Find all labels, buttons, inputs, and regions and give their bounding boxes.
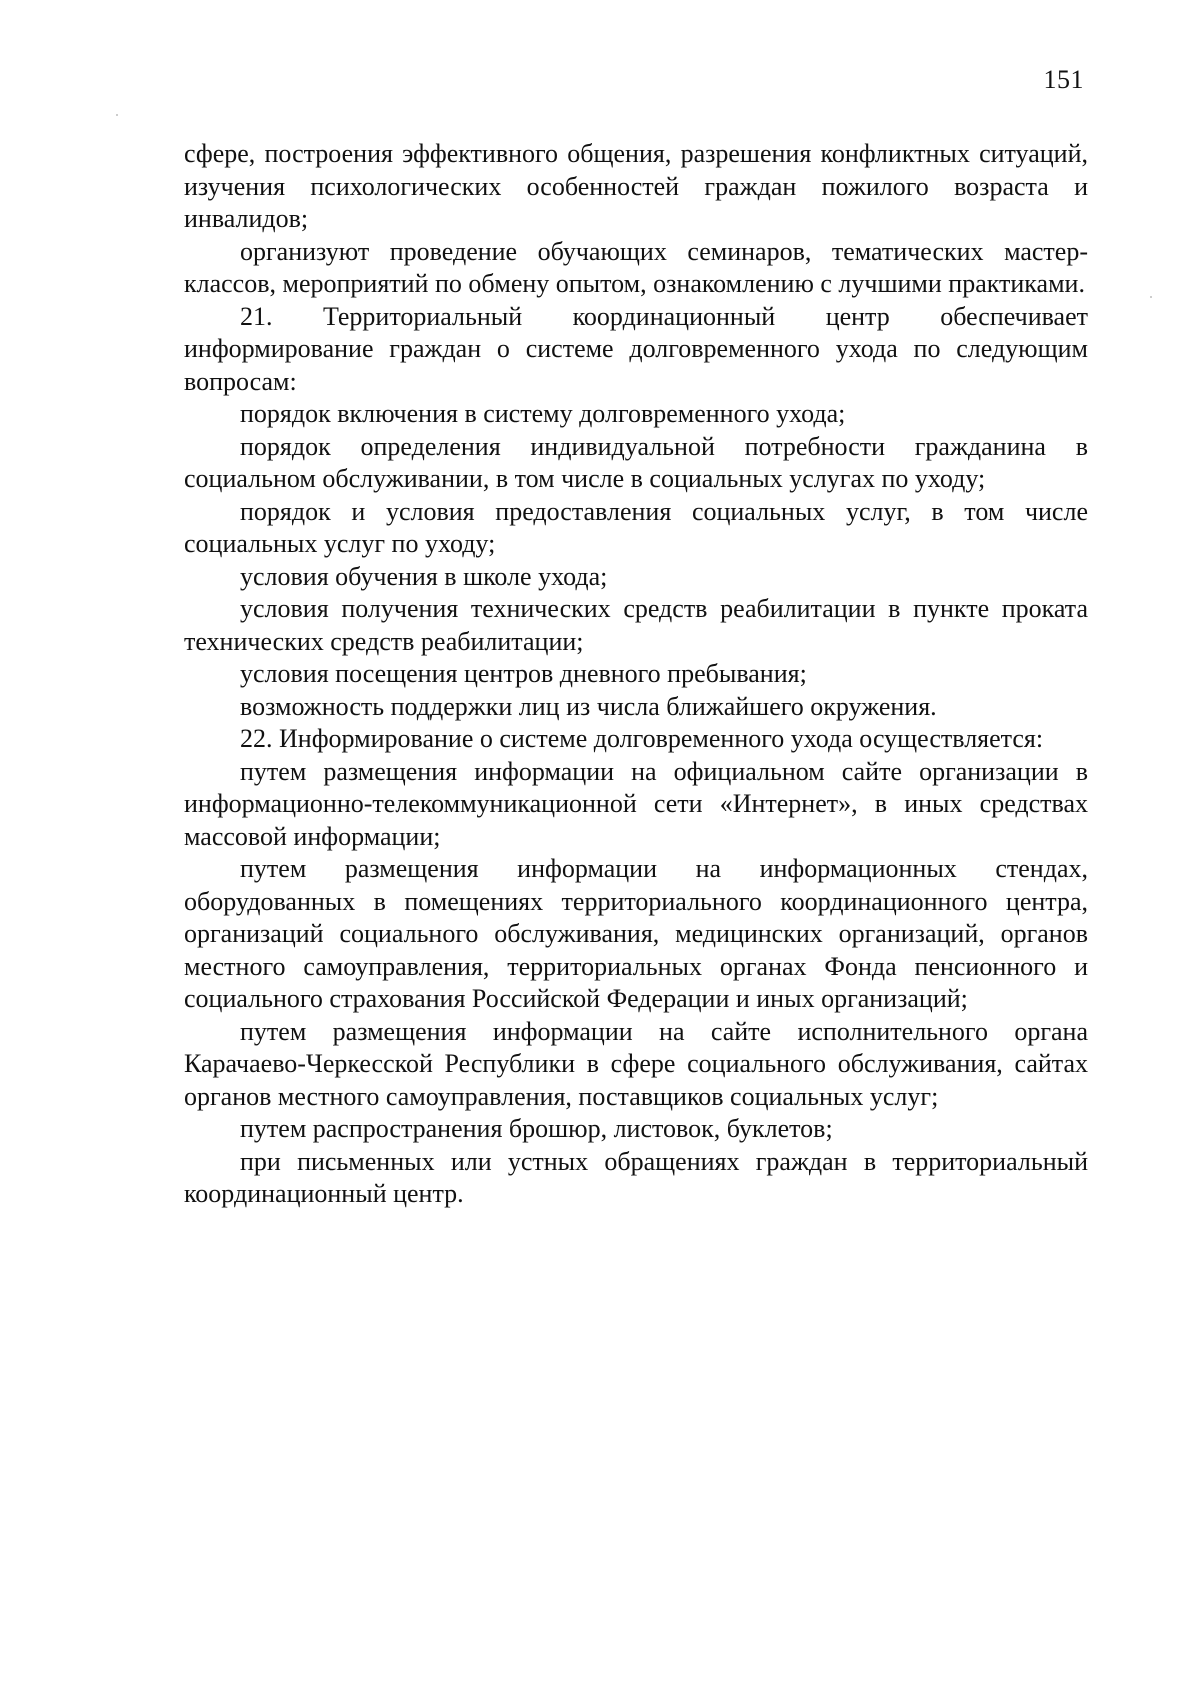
list-item-need-determination: порядок определения индивидуальной потребности гражданина в социальном обслуживании, в том числе в социальных услугах по уходу;	[184, 431, 1088, 493]
paragraph-continuation: сфере, построения эффективного общения, разрешения конфликтных ситуаций, изучения психологических особенностей граждан пожилого возраста и инвалидов;	[184, 139, 1088, 233]
document-body	[184, 138, 1088, 1211]
list-item-care-school: условия обучения в школе ухода;	[240, 561, 608, 591]
list-item-citizen-requests: при письменных или устных обращениях граждан в территориальный координационный центр.	[184, 1146, 1088, 1208]
list-item-official-website: путем размещения информации на официальном сайте организации в информационно-телекоммуникационной сети «Интернет», в иных средствах массовой информации;	[184, 756, 1088, 851]
paragraph-clause-22: 22. Информирование о системе долговременного ухода осуществляется:	[240, 724, 1044, 753]
list-item-executive-body-website: путем размещения информации на сайте исполнительного органа Карачаево-Черкесской Республики в сфере социального обслуживания, сайтах органов местного самоуправления, поставщиков социальных услуг;	[184, 1016, 1088, 1111]
list-item-day-centers: условия посещения центров дневного пребывания;	[240, 659, 807, 688]
list-item-brochures: путем распространения брошюр, листовок, буклетов;	[240, 1114, 833, 1143]
scan-speck	[116, 114, 118, 116]
scan-speck	[1150, 296, 1152, 298]
list-item-close-circle-support: возможность поддержки лиц из числа ближайшего окружения.	[240, 691, 937, 721]
list-item-inclusion-procedure: порядок включения в систему долговременного ухода;	[240, 399, 846, 428]
list-item-information-stands: путем размещения информации на информационных стендах, оборудованных в помещениях территориального координационного центра, организаций социального обслуживания, медицинских организаций, органов местного самоуправления, территориальных органах Фонда пенсионного и социального страхования Российской Федерации и иных организаций;	[184, 854, 1088, 1013]
paragraph-clause-21: 21. Территориальный координационный центр обеспечивает информирование граждан о системе долговременного ухода по следующим вопросам:	[184, 301, 1088, 396]
page-number: 151	[1043, 65, 1084, 94]
paragraph-training-seminars: организуют проведение обучающих семинаров, тематических мастер-классов, мероприятий по обмену опытом, ознакомлению с лучшими практиками.	[184, 236, 1088, 298]
list-item-rehabilitation-equipment: условия получения технических средств реабилитации в пункте проката технических средств реабилитации;	[184, 594, 1088, 656]
list-item-service-conditions: порядок и условия предоставления социальных услуг, в том числе социальных услуг по уходу;	[184, 496, 1088, 558]
